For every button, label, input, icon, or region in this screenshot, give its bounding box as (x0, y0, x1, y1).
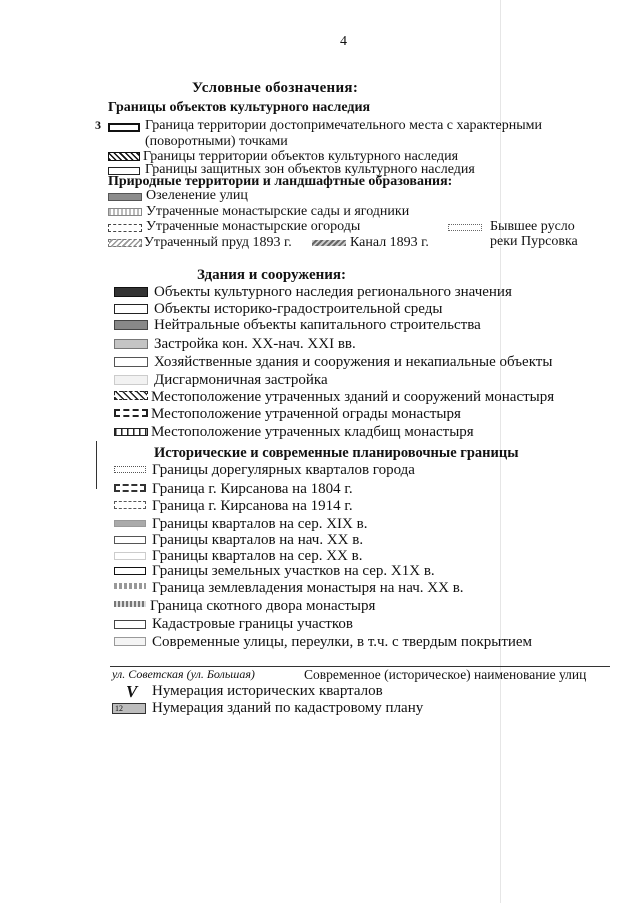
legend-item-label: Кадастровые границы участков (152, 616, 353, 632)
legend-item-label: Местоположение утраченных кладбищ монастыря (151, 424, 474, 440)
legend-item-label: Современные улицы, переулки, в т.ч. с твердым покрытием (152, 634, 533, 650)
legend-item-label: Граница г. Кирсанова на 1914 г. (152, 498, 353, 514)
building-number-swatch: 12 (112, 703, 146, 714)
section-heading-nature: Природные территории и ландшафтные образования: (108, 174, 453, 189)
legend-swatch (108, 239, 142, 247)
legend-swatch (114, 357, 148, 367)
legend-item-label: Границы дорегулярных кварталов города (152, 462, 415, 478)
legend-item-label: Границы земельных участков на сер. X1X в. (152, 563, 435, 579)
legend-item-label: Застройка кон. XX-нач. XXI вв. (154, 336, 356, 352)
legend-swatch (114, 501, 146, 509)
legend-item-label: Границы кварталов на нач. XX в. (152, 532, 364, 548)
legend-item-label: Местоположение утраченных зданий и сооружений монастыря (151, 389, 555, 405)
legend-swatch (448, 224, 482, 231)
legend-item-label: Дисгармоничная застройка (154, 372, 328, 388)
legend-swatch (114, 391, 148, 400)
section-heading-boundaries: Исторические и современные планировочные границы (154, 445, 519, 461)
legend-item-label: Нейтральные объекты капитального строительства (154, 317, 481, 333)
legend-swatch (114, 320, 148, 330)
section-heading-heritage: Границы объектов культурного наследия (108, 100, 371, 115)
legend-item-label: Границы кварталов на сер. XIX в. (152, 516, 368, 532)
legend-title: Условные обозначения: (192, 80, 359, 96)
quarter-number-symbol: V (126, 682, 138, 701)
legend-item-label: Границы территории объектов культурного наследия (143, 149, 459, 164)
legend-swatch (108, 152, 140, 161)
legend-item-label: Канал 1893 г. (350, 235, 429, 250)
legend-swatch (114, 304, 148, 314)
legend-item-label: Граница землевладения монастыря на нач. XX в. (152, 580, 464, 596)
legend-swatch (114, 620, 146, 629)
legend-swatch (114, 601, 146, 607)
street-name-example: ул. Советская (ул. Большая) (112, 667, 255, 681)
legend-swatch (114, 339, 148, 349)
legend-item-label: Утраченный пруд 1893 г. (144, 235, 292, 250)
legend-item-label: Утраченные монастырские сады и ягодники (146, 204, 410, 219)
legend-item-label: Граница скотного двора монастыря (150, 598, 376, 614)
legend-item-label: (поворотными) точками (145, 134, 288, 149)
legend-item-label: Утраченные монастырские огороды (146, 219, 361, 234)
legend-item-label: Границы защитных зон объектов культурного наследия (145, 162, 475, 177)
marker-number: 3 (95, 118, 101, 132)
quarter-number-desc: Нумерация исторических кварталов (152, 683, 383, 699)
legend-swatch (108, 123, 140, 132)
legend-item-label: Местоположение утраченной ограды монастыря (151, 406, 461, 422)
legend-swatch (108, 193, 142, 201)
side-note-line2: реки Пурсовка (490, 234, 578, 249)
section-heading-buildings: Здания и сооружения: (197, 267, 347, 283)
page-number: 4 (340, 34, 347, 49)
legend-swatch (114, 466, 146, 473)
legend-swatch (114, 536, 146, 544)
legend-swatch (114, 552, 146, 560)
legend-swatch (114, 583, 146, 589)
legend-item-label: Граница г. Кирсанова на 1804 г. (152, 481, 353, 497)
legend-item-label: Объекты культурного наследия регионального значения (154, 284, 512, 300)
legend-swatch (114, 287, 148, 297)
legend-item-label: Хозяйственные здания и сооружения и некапиальные объекты (154, 354, 553, 370)
legend-item-label: Объекты историко-градостроительной среды (154, 301, 443, 317)
side-note-line1: Бывшее русло (490, 219, 575, 234)
legend-swatch (114, 428, 148, 436)
margin-bracket (96, 441, 101, 489)
legend-swatch (114, 484, 146, 492)
legend-swatch (312, 240, 346, 246)
legend-swatch (108, 224, 142, 232)
legend-swatch (114, 520, 146, 527)
legend-item-label: Границы кварталов на сер. XX в. (152, 548, 363, 564)
legend-swatch (108, 208, 142, 216)
legend-item-label: Озеленение улиц (146, 188, 248, 203)
building-number-desc: Нумерация зданий по кадастровому плану (152, 700, 424, 716)
legend-swatch (114, 409, 148, 417)
legend-swatch (114, 567, 146, 575)
legend-item-label: Граница территории достопримечательного места с характерными (145, 118, 542, 133)
legend-swatch (114, 375, 148, 385)
legend-swatch (114, 637, 146, 646)
street-name-desc: Современное (историческое) наименование улиц (304, 667, 587, 682)
